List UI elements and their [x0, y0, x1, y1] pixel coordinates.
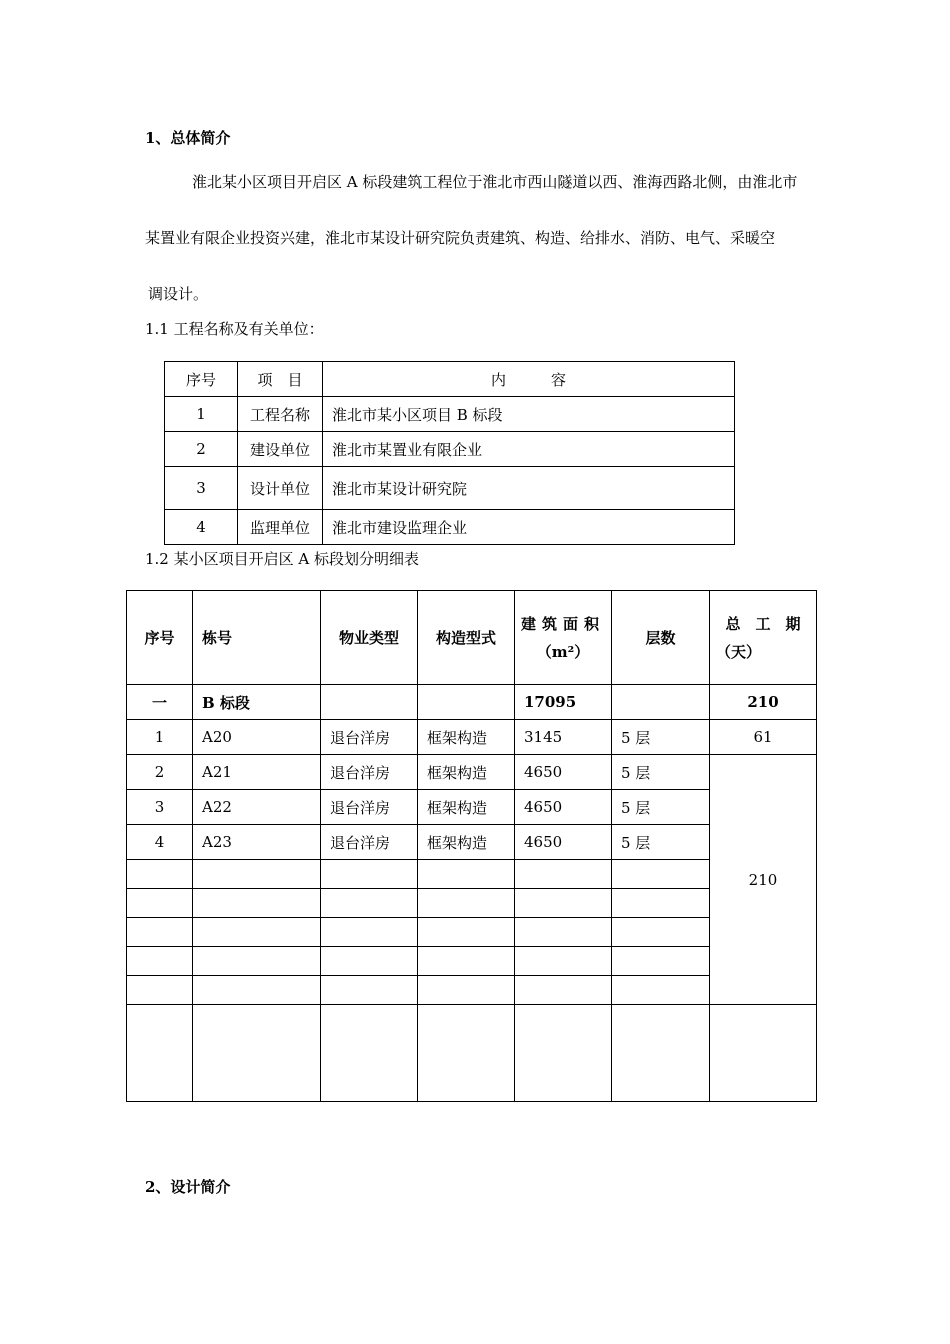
cell-property: 退台洋房 [321, 790, 418, 825]
cell-no: 3 [127, 790, 193, 825]
subsection-1-2-heading: 1.2 某小区项目开启区 A 标段划分明细表 [145, 550, 419, 568]
cell-structure: 框架构造 [418, 825, 515, 860]
section-2-heading: 2、设计简介 [145, 1178, 231, 1196]
cell-period: 61 [710, 720, 817, 755]
cell-building: A21 [193, 755, 321, 790]
summary-period: 210 [710, 685, 817, 720]
intro-line-3: 调设计。 [148, 285, 209, 303]
cell-no: 3 [165, 467, 238, 510]
cell-floors: 5 层 [612, 755, 710, 790]
cell-property: 退台洋房 [321, 755, 418, 790]
units-table [164, 361, 735, 545]
cell-item: 建设单位 [238, 432, 323, 467]
units-table-header [165, 362, 735, 397]
cell-content: 淮北市建设监理企业 [323, 510, 735, 545]
intro-paragraph [145, 154, 865, 322]
cell-structure: 框架构造 [418, 755, 515, 790]
cell-floors: 5 层 [612, 720, 710, 755]
cell-property: 退台洋房 [321, 720, 418, 755]
table-row [165, 397, 735, 432]
section-1-heading: 1、总体简介 [145, 129, 231, 147]
table-row [127, 755, 817, 790]
cell-area: 3145 [515, 720, 612, 755]
col-header-area [515, 591, 612, 685]
empty-cell [418, 685, 515, 720]
cell-floors: 5 层 [612, 825, 710, 860]
summary-no: 一 [127, 685, 193, 720]
table-row [127, 720, 817, 755]
cell-no: 2 [165, 432, 238, 467]
period-header-line-1: 总 工 期 [725, 614, 801, 633]
cell-building: A20 [193, 720, 321, 755]
col-header-content: 内 容 [323, 362, 735, 397]
cell-no: 4 [165, 510, 238, 545]
col-header-no: 序号 [127, 591, 193, 685]
col-header-period [710, 591, 817, 685]
intro-line-2: 某置业有限企业投资兴建，淮北市某设计研究院负责建筑、构造、给排水、消防、电气、采暖空 [145, 229, 776, 247]
col-header-building: 栋号 [193, 591, 321, 685]
cell-building: A22 [193, 790, 321, 825]
cell-building: A23 [193, 825, 321, 860]
empty-row [127, 1005, 817, 1102]
cell-item: 工程名称 [238, 397, 323, 432]
col-header-no: 序号 [165, 362, 238, 397]
cell-structure: 框架构造 [418, 720, 515, 755]
empty-cell [612, 685, 710, 720]
summary-area: 17095 [515, 685, 612, 720]
period-header-line-2: （天） [716, 642, 762, 661]
col-header-item: 项 目 [238, 362, 323, 397]
area-header-line-2: （m²） [536, 642, 590, 661]
col-header-floors: 层数 [612, 591, 710, 685]
division-table [126, 590, 817, 1102]
cell-no: 1 [165, 397, 238, 432]
area-header-line-1: 建筑面积 [520, 614, 605, 633]
cell-area: 4650 [515, 790, 612, 825]
division-table-header [127, 591, 817, 685]
summary-building: B 标段 [193, 685, 321, 720]
cell-no: 2 [127, 755, 193, 790]
table-row [165, 467, 735, 510]
cell-item: 设计单位 [238, 467, 323, 510]
cell-content: 淮北市某设计研究院 [323, 467, 735, 510]
cell-no: 1 [127, 720, 193, 755]
cell-content: 淮北市某置业有限企业 [323, 432, 735, 467]
summary-row [127, 685, 817, 720]
cell-item: 监理单位 [238, 510, 323, 545]
empty-cell [321, 685, 418, 720]
cell-floors: 5 层 [612, 790, 710, 825]
subsection-1-1-heading: 1.1 工程名称及有关单位： [145, 320, 324, 338]
cell-no: 4 [127, 825, 193, 860]
intro-line-1: 淮北某小区项目开启区 A 标段建筑工程位于淮北市西山隧道以西、淮海西路北侧，由淮北市 [192, 173, 798, 191]
cell-area: 4650 [515, 825, 612, 860]
cell-property: 退台洋房 [321, 825, 418, 860]
cell-area: 4650 [515, 755, 612, 790]
cell-content: 淮北市某小区项目 B 标段 [323, 397, 735, 432]
col-header-structure: 构造型式 [418, 591, 515, 685]
table-row [165, 510, 735, 545]
cell-structure: 框架构造 [418, 790, 515, 825]
col-header-property: 物业类型 [321, 591, 418, 685]
cell-period-merged: 210 [710, 755, 817, 1005]
table-row [165, 432, 735, 467]
